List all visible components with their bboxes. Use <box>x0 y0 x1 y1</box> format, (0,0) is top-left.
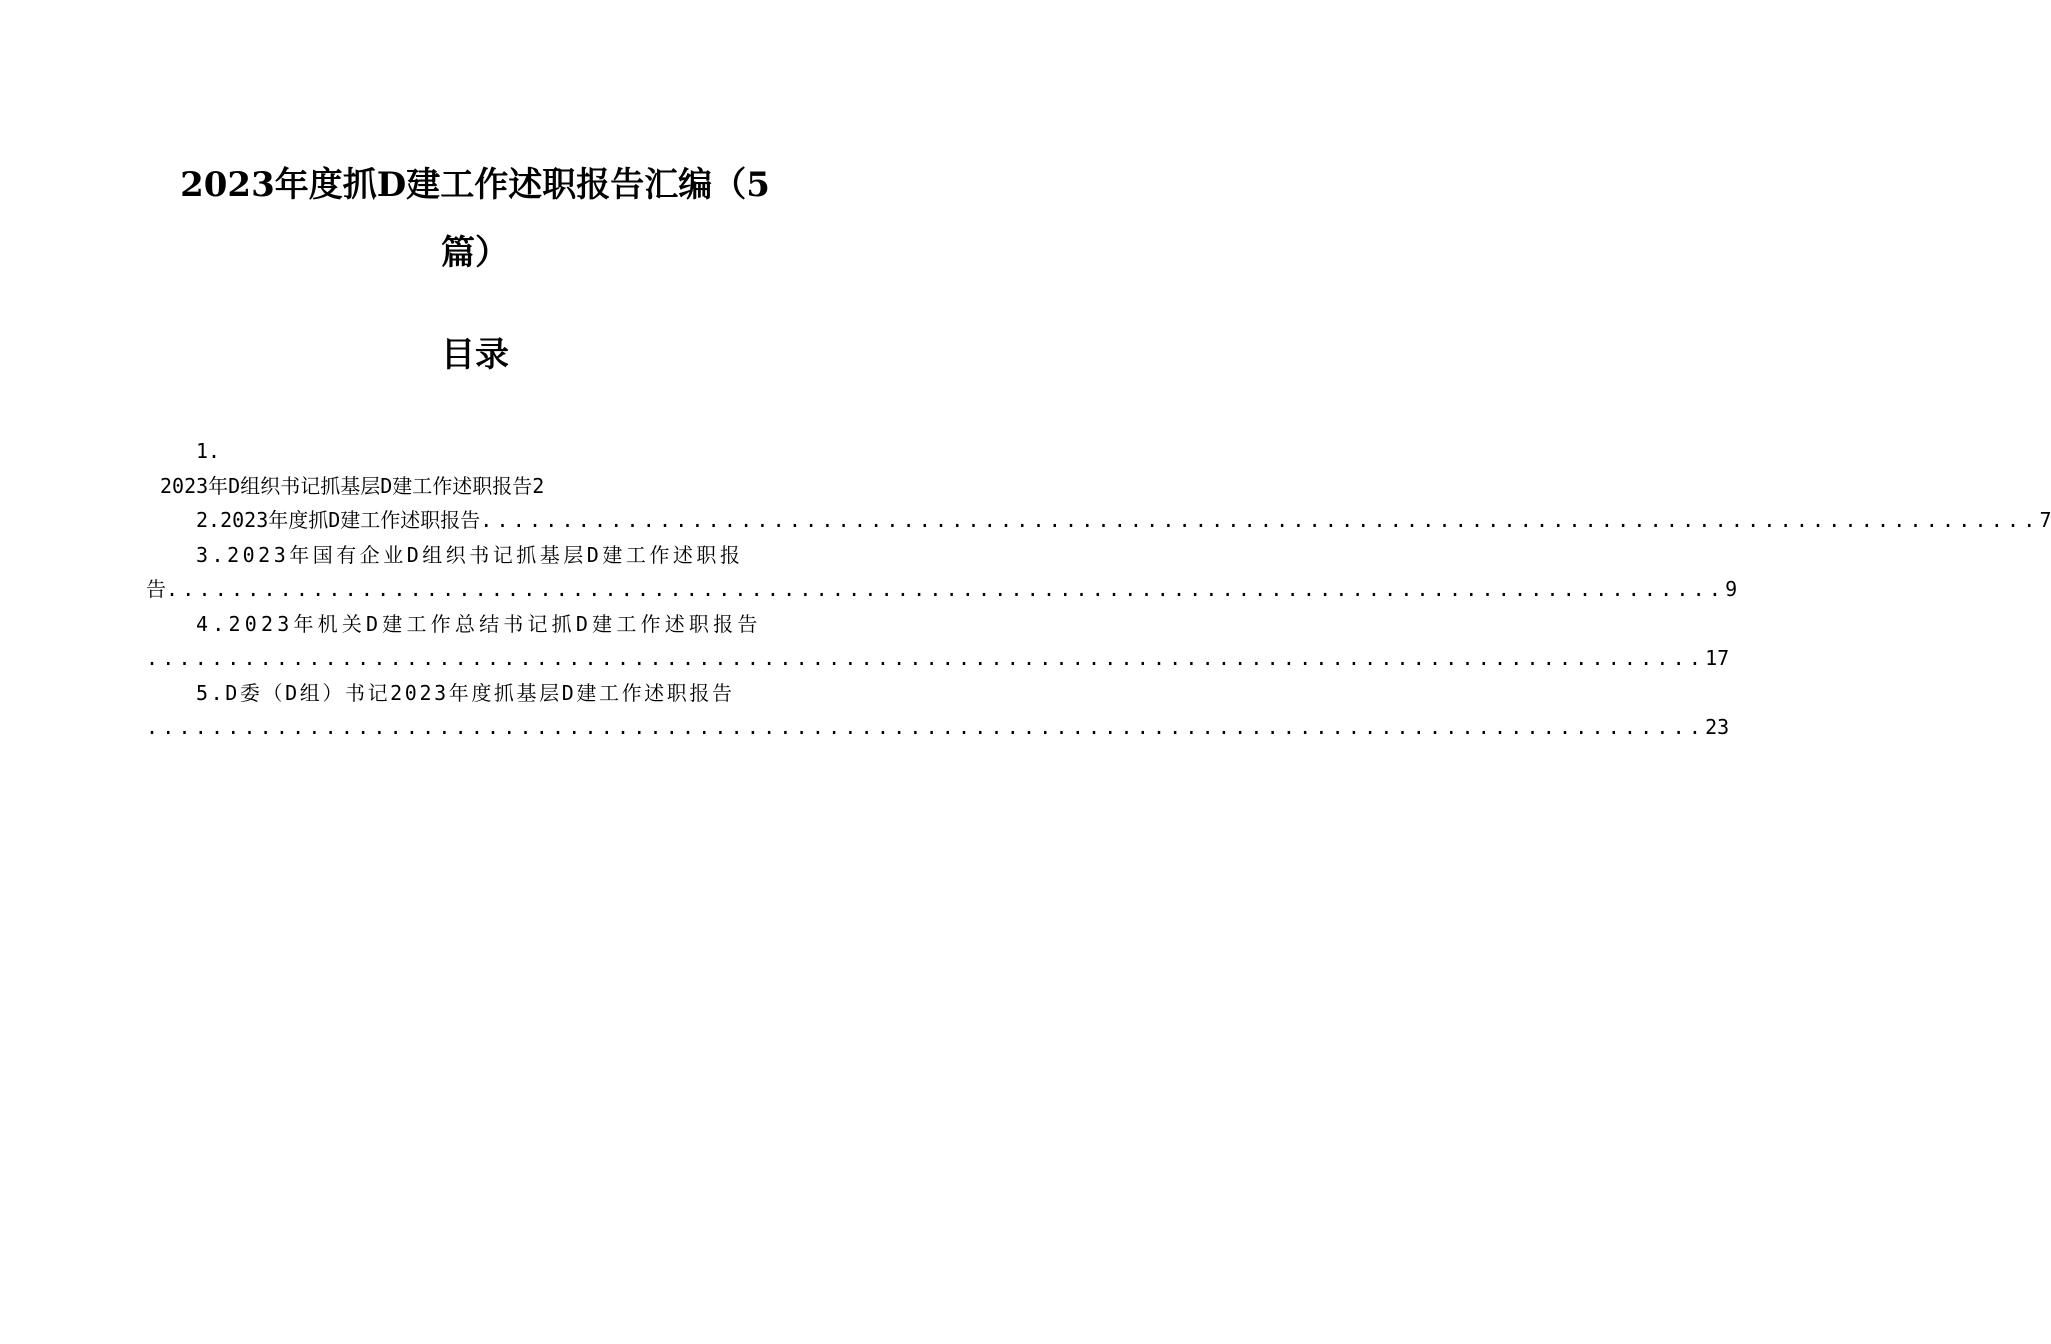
toc-entry-3-text-line-1: 3.2023年国有企业D组织书记抓基层D建工作述职报 <box>196 542 744 567</box>
toc-entry-5-line-1[interactable] <box>146 676 806 711</box>
toc-entry-1-number[interactable] <box>146 434 806 469</box>
toc-entry-5-page: 23 <box>1705 715 1730 739</box>
toc-entry-1[interactable] <box>146 469 806 504</box>
toc-entry-5-leader: ................................................................................................ <box>146 715 1706 739</box>
toc-entry-4-line-2[interactable] <box>146 641 1730 676</box>
toc-entry-2-leader: ................................................................................................ <box>480 508 2040 532</box>
toc-entry-4-leader: ................................................................................................ <box>146 646 1706 670</box>
toc-entry-4-text-line-1: 4.2023年机关D建工作总结书记抓D建工作述职报告 <box>196 611 762 636</box>
toc-entry-3-line-2[interactable] <box>146 572 1738 607</box>
toc-entry-5-line-2[interactable] <box>146 710 1730 745</box>
toc-entry-4-line-1[interactable] <box>146 607 806 642</box>
toc-entry-3-line-1[interactable] <box>146 538 806 573</box>
toc-entry-1-page: 2 <box>532 473 545 498</box>
toc-entry-4-page: 17 <box>1705 646 1730 670</box>
table-of-contents <box>146 434 2051 745</box>
toc-heading: 目录 <box>441 335 509 375</box>
toc-entry-3-page: 9 <box>1725 577 1738 601</box>
toc-entry-1-number-text: 1. <box>196 439 221 463</box>
toc-entry-2-page: 7 <box>2039 508 2051 532</box>
toc-entry-2[interactable] <box>146 503 2051 538</box>
document-title-line-2: 篇） <box>441 233 509 273</box>
toc-entry-2-text: 2.2023年度抓D建工作述职报告 <box>196 508 481 532</box>
toc-entry-3-text-line-2: 告 <box>146 577 166 601</box>
toc-entry-1-text: 2023年D组织书记抓基层D建工作述职报告 <box>160 473 533 498</box>
toc-entry-3-leader: ................................................................................................ <box>166 577 1726 601</box>
toc-entry-5-text-line-1: 5.D委（D组）书记2023年度抓基层D建工作述职报告 <box>196 680 735 705</box>
document-title-line-1: 2023年度抓D建工作述职报告汇编（5 <box>180 165 770 205</box>
